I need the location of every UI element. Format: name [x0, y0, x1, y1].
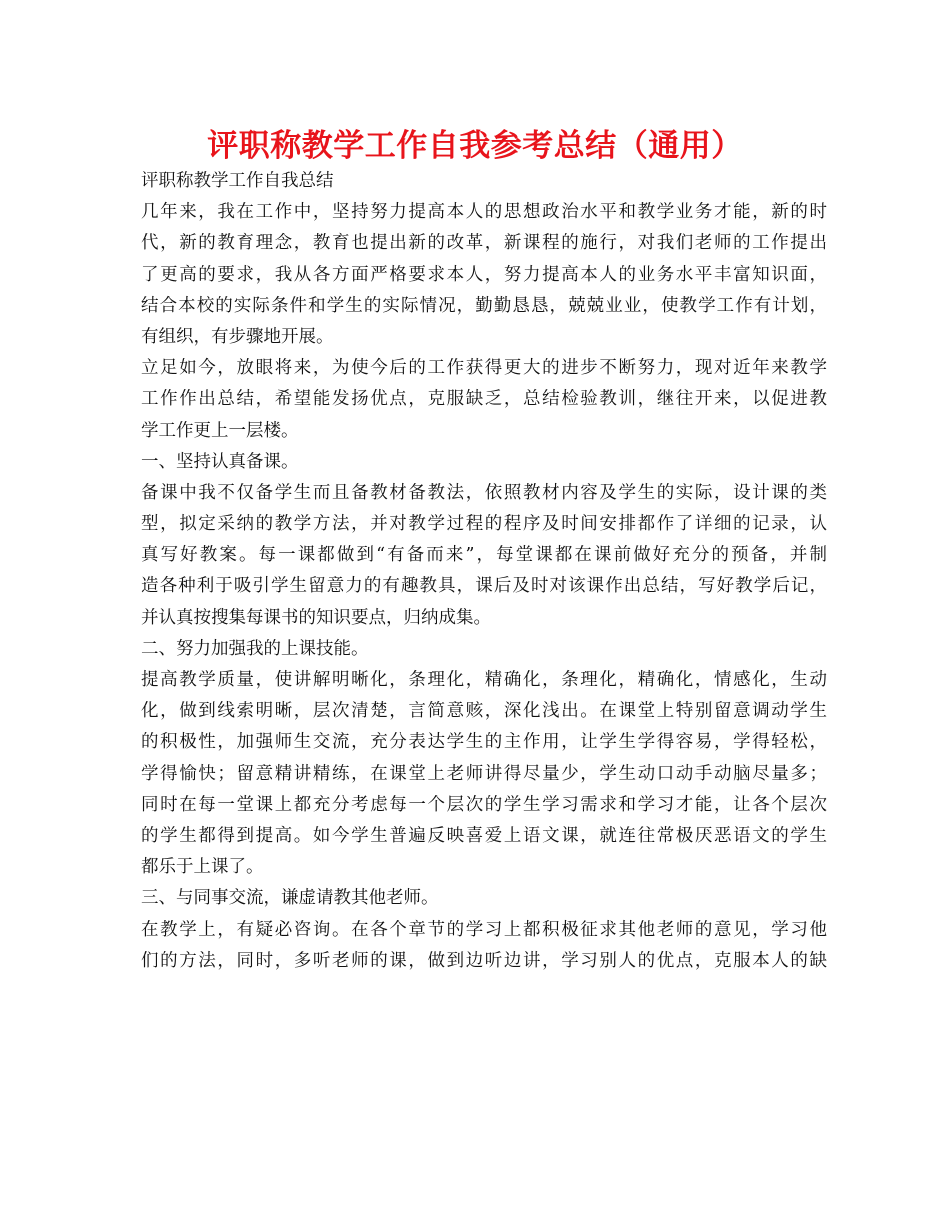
text-line: 型，拟定采纳的教学方法，并对教学过程的程序及时间安排都作了详细的记录，认 — [141, 514, 827, 535]
text-line: 一、坚持认真备课。 — [141, 451, 299, 472]
text-line: 二、努力加强我的上课技能。 — [141, 638, 369, 659]
document-title: 评职称教学工作自我参考总结（通用） — [207, 128, 743, 164]
text-line: 备课中我不仅备学生而且备教材备教法，依照教材内容及学生的实际，设计课的类 — [141, 482, 827, 503]
text-line: 立足如今，放眼将来，为使今后的工作获得更大的进步不断努力，现对近年来教学 — [141, 358, 827, 379]
text-line: 结合本校的实际条件和学生的实际情况，勤勤恳恳，兢兢业业，使教学工作有计划， — [141, 295, 827, 316]
text-line: 的学生都得到提高。如今学生普遍反映喜爱上语文课，就连往常极厌恶语文的学生 — [141, 825, 827, 846]
text-line: 代，新的教育理念，教育也提出新的改革，新课程的施行，对我们老师的工作提出 — [141, 233, 827, 254]
text-line: 的积极性，加强师生交流，充分表达学生的主作用，让学生学得容易，学得轻松， — [141, 732, 827, 753]
text-line: 真写好教案。每一课都做到“有备而来”，每堂课都在课前做好充分的预备，并制 — [141, 545, 827, 566]
text-line: 化，做到线索明晰，层次清楚，言简意赅，深化浅出。在课堂上特别留意调动学生 — [141, 701, 827, 722]
text-line: 学得愉快；留意精讲精练，在课堂上老师讲得尽量少，学生动口动手动脑尽量多； — [141, 763, 827, 784]
text-line: 三、与同事交流，谦虚请教其他老师。 — [141, 888, 439, 909]
text-line: 提高教学质量，使讲解明晰化，条理化，精确化，条理化，精确化，情感化，生动 — [141, 670, 827, 690]
text-line: 学工作更上一层楼。 — [141, 420, 299, 441]
text-line: 同时在每一堂课上都充分考虑每一个层次的学生学习需求和学习才能，让各个层次 — [141, 794, 827, 815]
text-line: 在教学上，有疑必咨询。在各个章节的学习上都积极征求其他老师的意见，学习他 — [141, 919, 827, 940]
text-line: 有组织，有步骤地开展。 — [141, 326, 334, 347]
text-line: 并认真按搜集每课书的知识要点，归纳成集。 — [141, 607, 491, 628]
text-line: 评职称教学工作自我总结 — [141, 171, 334, 191]
text-line: 都乐于上课了。 — [141, 857, 264, 878]
text-line: 了更高的要求，我从各方面严格要求本人，努力提高本人的业务水平丰富知识面， — [141, 264, 827, 285]
text-line: 工作作出总结，希望能发扬优点，克服缺乏，总结检验教训，继往开来，以促进教 — [141, 389, 827, 410]
text-line: 几年来，我在工作中，坚持努力提高本人的思想政治水平和教学业务才能，新的时 — [141, 202, 827, 223]
document-body — [141, 166, 827, 977]
text-line: 造各种利于吸引学生留意力的有趣教具，课后及时对该课作出总结，写好教学后记， — [141, 576, 827, 597]
text-line: 们的方法，同时，多听老师的课，做到边听边讲，学习别人的优点，克服本人的缺 — [141, 950, 827, 971]
